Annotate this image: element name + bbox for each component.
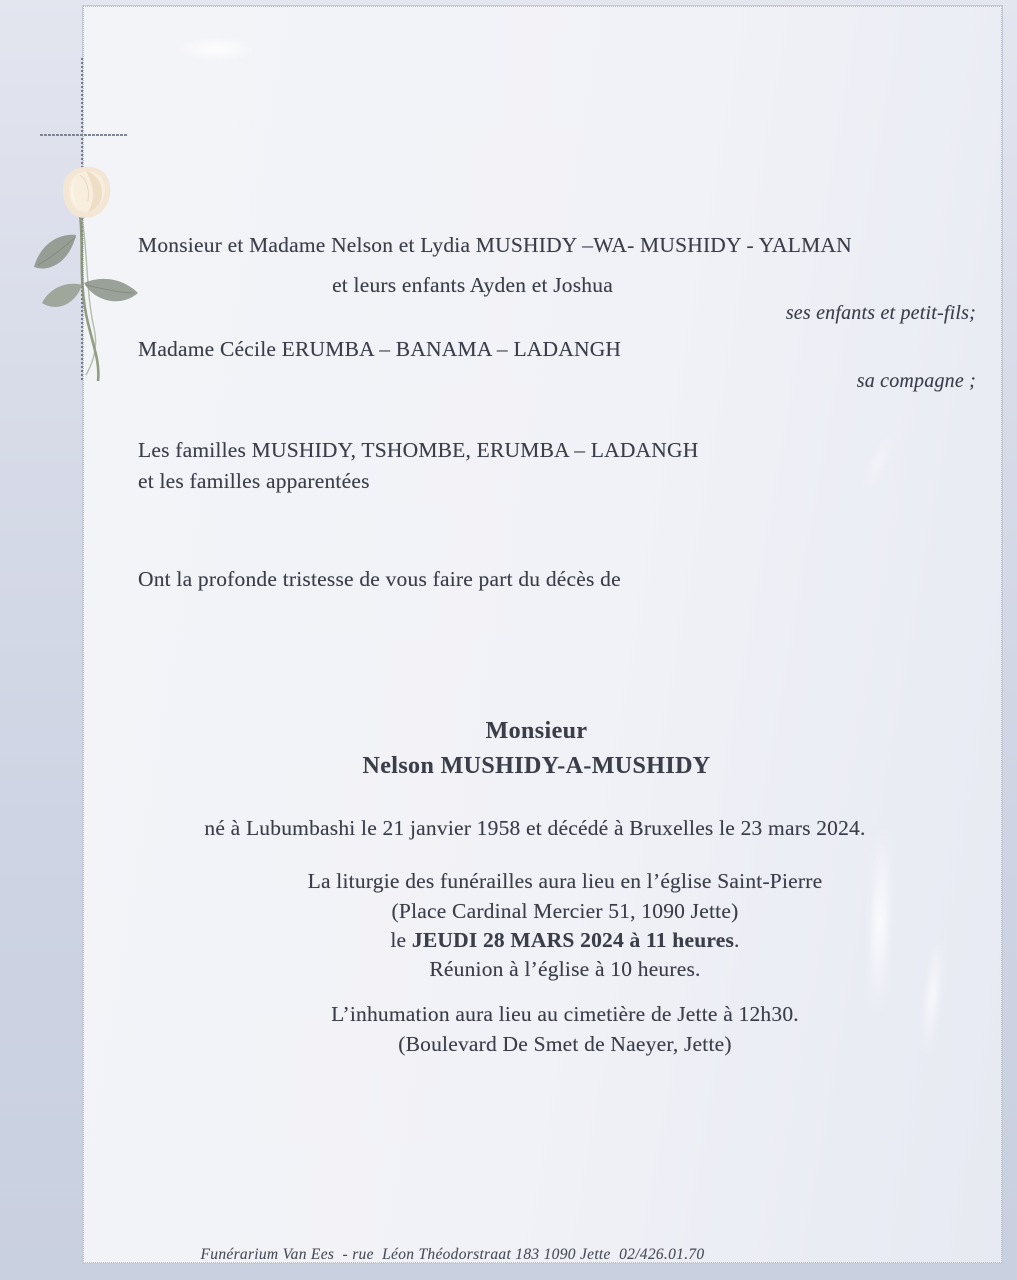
ceremony-date-prefix: le bbox=[390, 928, 412, 952]
ceremony-date-bold: JEUDI 28 MARS 2024 à 11 heures bbox=[411, 928, 735, 952]
life-dates: né à Lubumbashi le 21 janvier 1958 et décédé à Bruxelles le 23 mars 2024. bbox=[204, 816, 866, 840]
ceremony-line-1: La liturgie des funérailles aura lieu en l’église Saint-Pierre bbox=[307, 869, 823, 893]
deceased-title: Monsieur bbox=[485, 718, 588, 744]
announcement-page bbox=[82, 5, 1003, 1264]
scan-streak bbox=[861, 428, 898, 495]
ceremony-meeting: Réunion à l’église à 10 heures. bbox=[429, 957, 701, 981]
rose-icon bbox=[28, 163, 158, 393]
announcer-line-1: Monsieur et Madame Nelson et Lydia MUSHIDY –WA- MUSHIDY - YALMAN bbox=[138, 233, 852, 257]
families-line-2: et les familles apparentées bbox=[138, 469, 370, 493]
families-line-1: Les familles MUSHIDY, TSHOMBE, ERUMBA – LADANGH bbox=[138, 438, 699, 462]
scan-smudge bbox=[171, 36, 261, 62]
announcer-line-3: Madame Cécile ERUMBA – BANAMA – LADANGH bbox=[138, 337, 622, 361]
ceremony-date-suffix: . bbox=[734, 928, 740, 952]
burial-line-1: L’inhumation aura lieu au cimetière de Jette à 12h30. bbox=[331, 1002, 799, 1026]
announcer-line-2: et leurs enfants Ayden et Joshua bbox=[332, 273, 613, 297]
relation-children: ses enfants et petit-fils; bbox=[785, 302, 976, 324]
intro-line: Ont la profonde tristesse de vous faire part du décès de bbox=[138, 567, 621, 591]
deceased-name: Nelson MUSHIDY-A-MUSHIDY bbox=[362, 753, 711, 779]
ceremony-address: (Place Cardinal Mercier 51, 1090 Jette) bbox=[391, 899, 739, 923]
relation-partner: sa compagne ; bbox=[856, 370, 976, 392]
page-border bbox=[83, 6, 1002, 1263]
cross-horizontal-line bbox=[39, 134, 128, 136]
burial-address: (Boulevard De Smet de Naeyer, Jette) bbox=[398, 1032, 732, 1056]
ceremony-date-line bbox=[128, 928, 1002, 953]
funeral-home-footer: Funérarium Van Ees - rue Léon Théodorstraat 183 1090 Jette 02/426.01.70 bbox=[200, 1246, 705, 1263]
